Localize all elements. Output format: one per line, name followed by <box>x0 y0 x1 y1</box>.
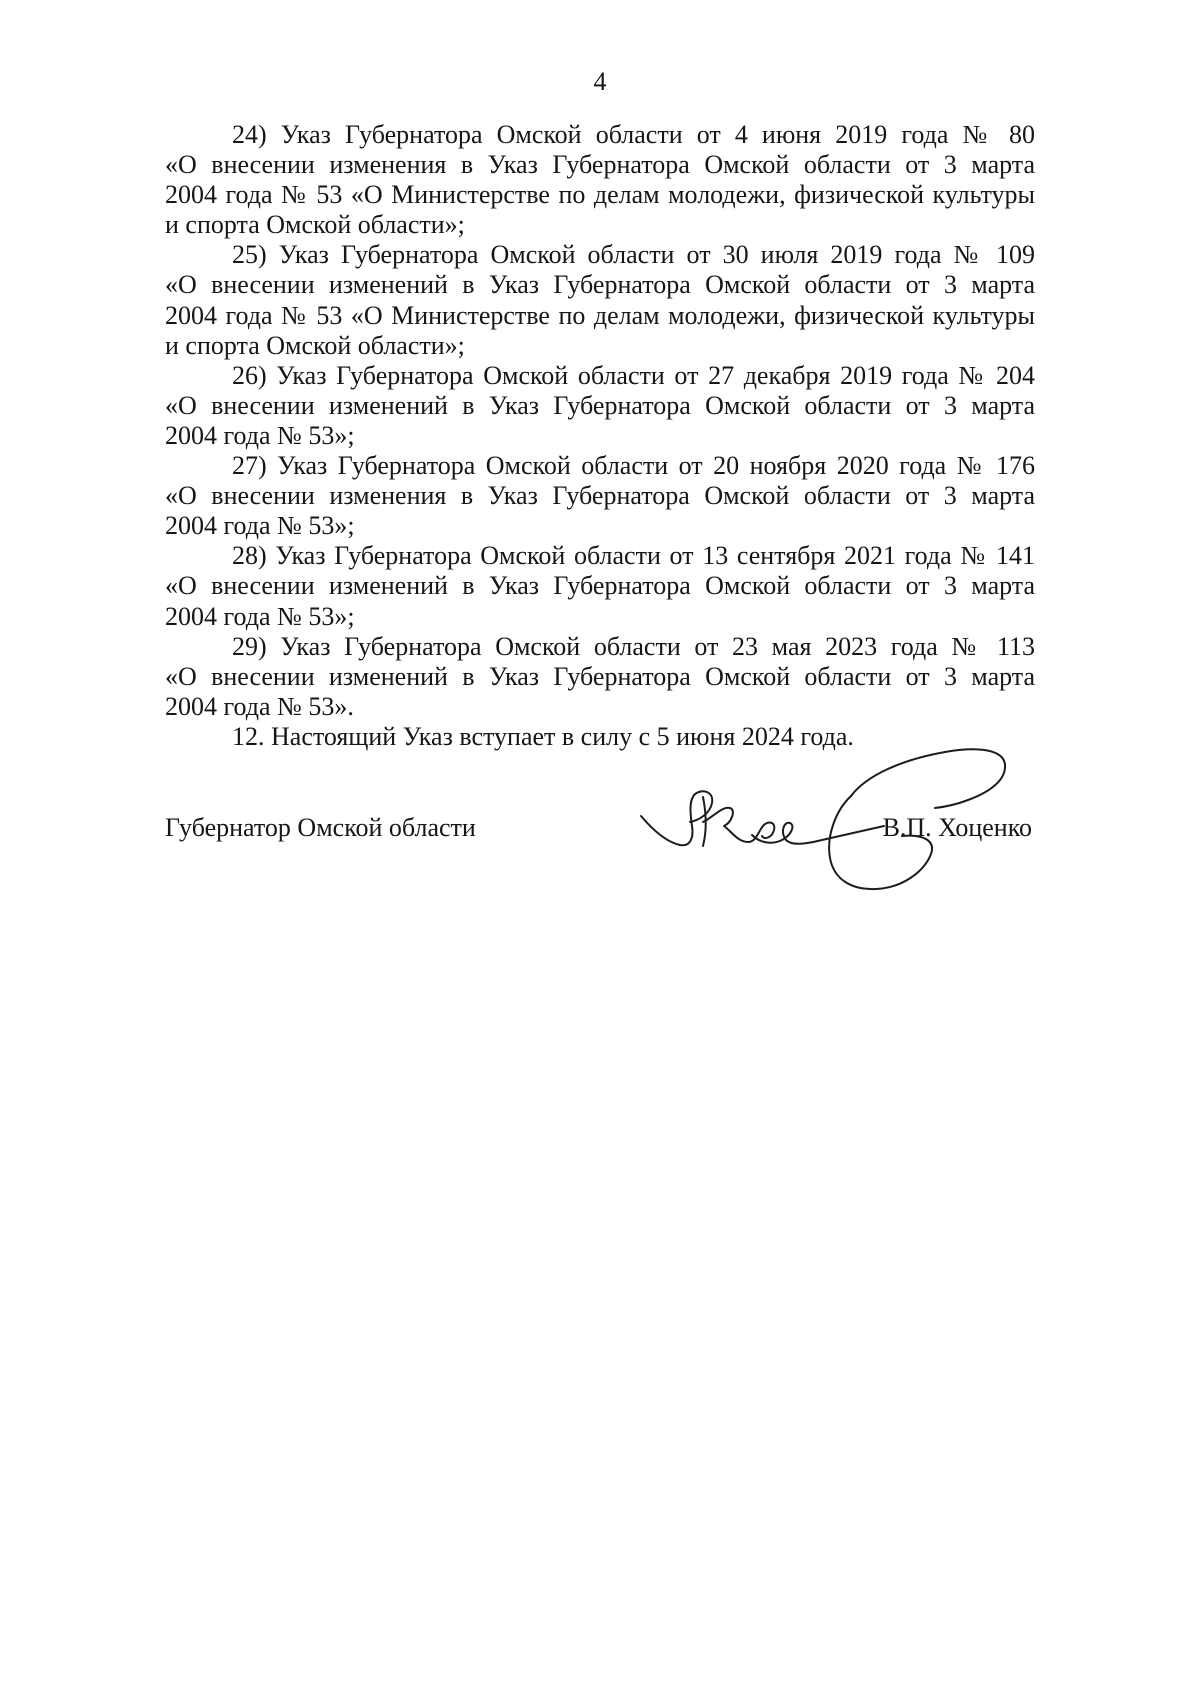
list-item-line: «О внесении изменений в Указ Губернатора Омской области от 3 марта <box>165 661 1035 691</box>
list-item-line: «О внесении изменений в Указ Губернатора Омской области от 3 марта <box>165 390 1035 420</box>
list-item-line: и спорта Омской области»; <box>165 330 465 360</box>
list-item-line: 29) Указ Губернатора Омской области от 23 мая 2023 года № 113 <box>232 631 1035 661</box>
list-item-line: «О внесении изменения в Указ Губернатора Омской области от 3 марта <box>165 481 1035 511</box>
list-item-line: 25) Указ Губернатора Омской области от 30 июля 2019 года № 109 <box>232 240 1035 270</box>
list-item-line: 26) Указ Губернатора Омской области от 27 декабря 2019 года № 204 <box>232 360 1035 390</box>
list-item-line: «О внесении изменения в Указ Губернатора Омской области от 3 марта <box>165 150 1035 180</box>
list-item-line: 2004 года № 53 «О Министерстве по делам молодежи, физической культуры <box>165 300 1035 330</box>
page-number: 4 <box>593 67 607 96</box>
list-item-line: 27) Указ Губернатора Омской области от 20 ноября 2020 года № 176 <box>232 451 1035 481</box>
decree-list-item <box>165 361 1035 451</box>
decree-list-item <box>165 632 1035 722</box>
decree-list-item <box>165 240 1035 360</box>
signatory-position: Губернатор Омской области <box>165 813 476 842</box>
handwritten-signature-icon <box>630 740 1030 900</box>
decree-list-item <box>165 451 1035 541</box>
list-item-line: «О внесении изменений в Указ Губернатора Омской области от 3 марта <box>165 571 1035 601</box>
signatory-name: В.П. Хоценко <box>882 813 1032 842</box>
list-item-line: 2004 года № 53»; <box>165 601 355 631</box>
final-clause: 12. Настоящий Указ вступает в силу с 5 июня 2024 года. <box>232 721 854 751</box>
list-item-line: 2004 года № 53»; <box>165 511 355 541</box>
list-item-line: 2004 года № 53». <box>165 691 354 721</box>
decree-list-item <box>165 120 1035 240</box>
list-item-line: 28) Указ Губернатора Омской области от 13 сентября 2021 года № 141 <box>232 541 1035 571</box>
list-item-line: «О внесении изменений в Указ Губернатора Омской области от 3 марта <box>165 270 1035 300</box>
list-item-line: и спорта Омской области»; <box>165 210 465 240</box>
list-item-line: 24) Указ Губернатора Омской области от 4 июня 2019 года № 80 <box>232 120 1035 149</box>
list-item-line: 2004 года № 53 «О Министерстве по делам молодежи, физической культуры <box>165 180 1035 210</box>
document-body <box>165 120 1035 752</box>
decree-list-item <box>165 541 1035 631</box>
list-item-line: 2004 года № 53»; <box>165 420 355 450</box>
